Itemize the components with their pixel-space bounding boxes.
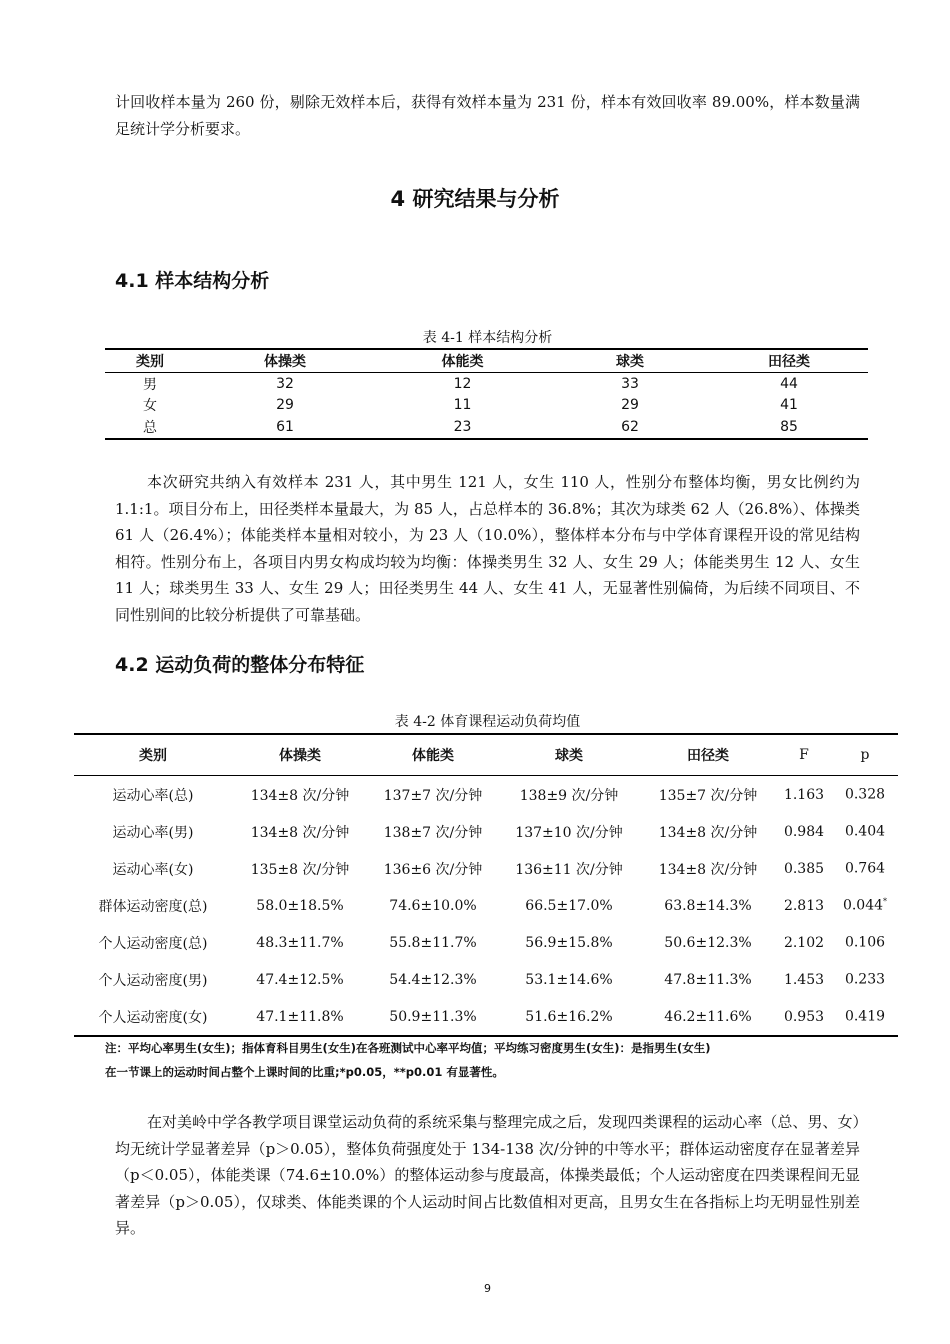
p-value: 0.764 <box>844 860 886 877</box>
table-cell: 135±8 次/分钟 <box>250 861 350 878</box>
table-cell: 138±7 次/分钟 <box>383 824 483 841</box>
table-cell: 74.6±10.0% <box>389 897 477 914</box>
table-cell: 136±6 次/分钟 <box>383 861 483 878</box>
table1-caption: 表 4-1 样本结构分析 <box>422 330 553 346</box>
table-cell: 47.1±11.8% <box>256 1008 344 1025</box>
table-cell: 个人运动密度(男) <box>98 972 208 989</box>
table-cell: 61 <box>276 418 294 435</box>
table-cell: 0.953 <box>783 1008 825 1025</box>
table-cell: 群体运动密度(总) <box>98 898 208 915</box>
table2-note-line-1: 注：平均心率男生(女生)；指体育科目男生(女生)在各班测试中心率平均值；平均练习密度男生(女生)：是指男生(女生) <box>105 1041 711 1055</box>
table-cell: 62 <box>621 418 639 435</box>
table-header-cell: 球类 <box>555 748 583 764</box>
table-header-cell: 球类 <box>616 354 644 370</box>
table-cell: 134±8 次/分钟 <box>658 861 758 878</box>
table-header-cell: 类别 <box>136 354 164 370</box>
table-header-cell: 体操类 <box>264 354 306 370</box>
table-header-row <box>105 349 868 373</box>
sample-structure-table <box>105 348 868 440</box>
table-row <box>105 373 868 395</box>
table-cell: 63.8±14.3% <box>664 897 752 914</box>
table-cell: 23 <box>453 418 472 435</box>
table-cell: 0.984 <box>783 823 825 840</box>
table-cell <box>832 813 898 850</box>
table-row <box>105 416 868 439</box>
table-cell: 41 <box>780 397 798 414</box>
p-value: 0.328 <box>844 786 886 803</box>
table-header-cell: p <box>860 747 870 763</box>
table-cell: 54.4±12.3% <box>389 971 477 988</box>
table-header-cell: 类别 <box>139 748 167 764</box>
section-title: 4 研究结果与分析 <box>390 187 560 211</box>
table-cell: 137±10 次/分钟 <box>515 824 623 841</box>
table-cell: 29 <box>276 397 294 414</box>
p-value: 0.233 <box>844 971 886 988</box>
table-cell: 12 <box>453 375 472 392</box>
table-cell: 1.453 <box>783 971 825 988</box>
table-cell: 135±7 次/分钟 <box>658 787 758 804</box>
table-cell: 44 <box>780 375 798 392</box>
table-header-cell: 田径类 <box>687 748 729 764</box>
table-header-cell: 体能类 <box>412 748 454 764</box>
table-cell: 男 <box>143 376 157 393</box>
p-value: 0.106 <box>844 934 886 951</box>
table-cell <box>832 776 898 814</box>
page-number: 9 <box>484 1282 491 1295</box>
table-row <box>74 813 898 850</box>
intro-paragraph: 计回收样本量为 260 份，剔除无效样本后，获得有效样本量为 231 份，样本有效回收率 89.00%，样本数量满足统计学分析要求。 <box>115 93 860 138</box>
table-cell: 个人运动密度(女) <box>98 1009 208 1026</box>
table-cell: 1.163 <box>783 786 825 803</box>
table-row <box>74 776 898 814</box>
table-header-cell: 田径类 <box>768 354 810 370</box>
subsection-title-4-1: 4.1 样本结构分析 <box>115 270 270 292</box>
table-cell: 134±8 次/分钟 <box>250 824 350 841</box>
table-cell: 51.6±16.2% <box>525 1008 613 1025</box>
exercise-load-table <box>74 733 898 1037</box>
table-cell: 137±7 次/分钟 <box>383 787 483 804</box>
table-cell: 136±11 次/分钟 <box>515 861 623 878</box>
sample-analysis-paragraph: 本次研究共纳入有效样本 231 人，其中男生 121 人，女生 110 人，性别分布整体均衡，男女比例约为 1.1:1。项目分布上，田径类样本量最大，为 85 人，占总样本的 36.8%；其次为球类 62 人（26.8%）、体操类 61 人（26.4%）；体能类样本量相对较小，为 23 人（10.0%），整体样本分布与中学体育课程开设的常见结构相符。性别分布上，各项目内男女构成均较为均衡：体操类男生 32 人、女生 29 人；体能类男生 12 人、女生 11 人；球类男生 33 人、女生 29 人；田径类男生 44 人、女生 41 人，无显著性别偏倚，为后续不同项目、不同性别间的比较分析提供了可靠基础。 <box>115 473 860 624</box>
table-header-cell: 体操类 <box>279 748 321 764</box>
table-cell: 29 <box>621 397 639 414</box>
table-cell: 32 <box>276 375 294 392</box>
table-cell: 33 <box>621 375 639 392</box>
table-cell: 2.813 <box>783 897 825 914</box>
table-cell: 138±9 次/分钟 <box>519 787 619 804</box>
table-cell: 11 <box>453 397 472 414</box>
table-cell: 47.4±12.5% <box>256 971 344 988</box>
table-row <box>105 395 868 417</box>
table-cell: 运动心率(女) <box>112 861 194 878</box>
table-cell: 个人运动密度(总) <box>98 935 208 952</box>
table2-caption: 表 4-2 体育课程运动负荷均值 <box>394 714 581 730</box>
table-cell: 134±8 次/分钟 <box>250 787 350 804</box>
load-analysis-paragraph: 在对美岭中学各教学项目课堂运动负荷的系统采集与整理完成之后，发现四类课程的运动心率（总、男、女）均无统计学显著差异（p＞0.05），整体负荷强度处于 134-138 次/分钟的中等水平；群体运动密度存在显著差异（p＜0.05），体能类课（74.6±10.0%）的整体运动参与度最高，体操类最低；个人运动密度在四类课程间无显著差异（p＞0.05），仅球类、体能类课的个人运动时间占比数值相对更高，且男女生在各指标上均无明显性别差异。 <box>115 1113 860 1237</box>
table-cell: 2.102 <box>783 934 825 951</box>
table-row <box>74 961 898 998</box>
table-cell <box>832 924 898 961</box>
table-row <box>74 887 898 924</box>
table-cell: 50.6±12.3% <box>664 934 752 951</box>
table-cell <box>832 887 898 924</box>
table2-note-line-2: 在一节课上的运动时间占整个上课时间的比重;*p0.05，**p0.01 有显著性。 <box>105 1065 504 1079</box>
table-row <box>74 998 898 1036</box>
significance-mark: * <box>883 897 888 907</box>
table-cell: 66.5±17.0% <box>525 897 613 914</box>
table-cell: 56.9±15.8% <box>525 934 613 951</box>
table-header-cell: F <box>799 747 809 763</box>
table-cell <box>832 850 898 887</box>
table-cell: 运动心率(总) <box>112 787 194 804</box>
table-cell <box>832 961 898 998</box>
table-header-row <box>74 734 898 776</box>
table-row <box>74 924 898 961</box>
table-cell: 58.0±18.5% <box>256 897 344 914</box>
table-cell: 53.1±14.6% <box>525 971 613 988</box>
p-value: 0.404 <box>844 823 886 840</box>
table-cell: 女 <box>143 398 157 415</box>
table-cell: 运动心率(男) <box>112 824 194 841</box>
table-cell: 85 <box>780 418 798 435</box>
table-cell: 总 <box>143 419 157 436</box>
table-cell: 47.8±11.3% <box>664 971 752 988</box>
table-header-cell: 体能类 <box>441 354 484 370</box>
p-value: 0.419 <box>844 1008 886 1025</box>
subsection-title-4-2: 4.2 运动负荷的整体分布特征 <box>115 654 365 676</box>
table-cell: 0.385 <box>783 860 825 877</box>
table-cell: 55.8±11.7% <box>389 934 477 951</box>
table-cell <box>832 998 898 1036</box>
table-cell: 48.3±11.7% <box>256 934 344 951</box>
table-cell: 50.9±11.3% <box>389 1008 477 1025</box>
p-value: 0.044 <box>842 897 884 914</box>
table-cell: 134±8 次/分钟 <box>658 824 758 841</box>
table-cell: 46.2±11.6% <box>664 1008 752 1025</box>
table-row <box>74 850 898 887</box>
